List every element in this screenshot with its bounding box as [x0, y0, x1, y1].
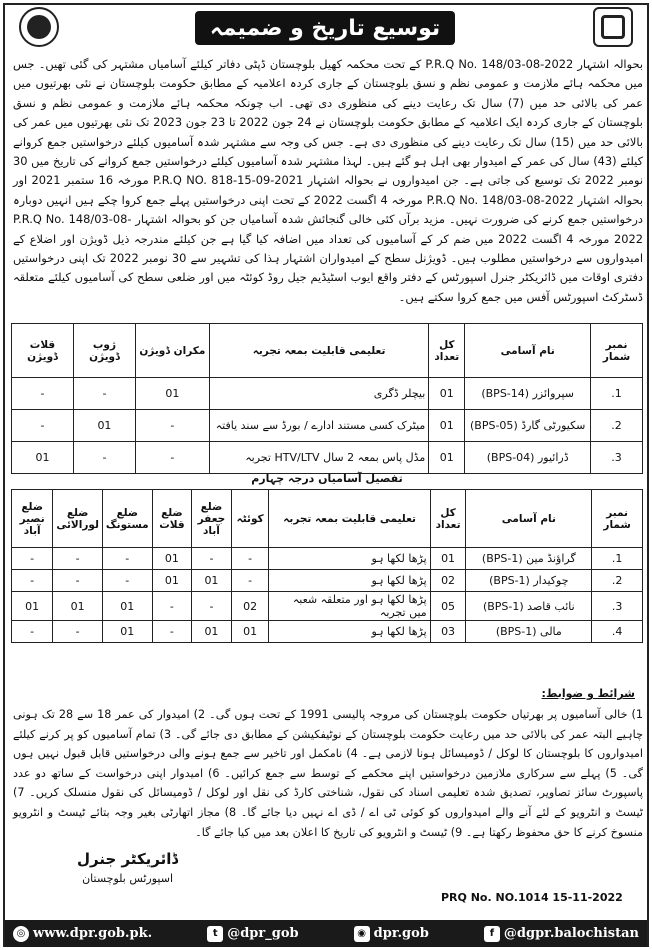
sports-logo-icon	[19, 7, 59, 47]
table-cell: 2.	[592, 570, 643, 592]
table-header: ضلع مستونگ	[102, 490, 152, 548]
globe-icon: ◎	[13, 926, 29, 942]
table-row	[12, 548, 643, 570]
table-header: کل تعداد	[430, 490, 466, 548]
grade-four-subheading: تفصیل آسامیاں درجہ چہارم	[251, 472, 403, 485]
table-cell: -	[152, 592, 191, 621]
table-row	[12, 621, 643, 643]
table-cell: 02	[430, 570, 466, 592]
table-cell: -	[231, 548, 269, 570]
page-title: توسیع تاریخ و ضمیمہ	[195, 11, 455, 45]
table-cell: بیچلر ڈگری	[209, 378, 429, 410]
table-cell: 03	[430, 621, 466, 643]
table-cell: 05	[430, 592, 466, 621]
table-cell: 01	[430, 548, 466, 570]
table-cell: ڈرائیور (BPS-04)	[465, 442, 591, 474]
posts-table-divisional	[11, 323, 643, 474]
table-header: ضلع جعفر آباد	[192, 490, 232, 548]
twitter-link[interactable]	[207, 926, 298, 942]
table-cell: 2.	[591, 410, 643, 442]
table-cell: -	[231, 570, 269, 592]
table-cell: 01	[429, 442, 465, 474]
table-cell: 01	[429, 378, 465, 410]
table-row	[12, 570, 643, 592]
table-cell: پڑھا لکھا ہو	[269, 621, 430, 643]
table-header: کوئٹہ	[231, 490, 269, 548]
table-cell: 01	[102, 621, 152, 643]
table-cell: 01	[53, 592, 103, 621]
table-header: تعلیمی قابلیت بمعہ تجربہ	[209, 324, 429, 378]
table-cell: 01	[102, 592, 152, 621]
table-cell: -	[12, 378, 74, 410]
table-cell: -	[152, 621, 191, 643]
facebook-icon: f	[484, 926, 500, 942]
signatory-designation: اسپورٹس بلوچستان	[82, 872, 174, 885]
table-cell: 01	[12, 442, 74, 474]
table-cell: 1.	[591, 378, 643, 410]
table-header: تعلیمی قابلیت بمعہ تجربہ	[269, 490, 430, 548]
instagram-handle: dpr.gob	[373, 926, 429, 941]
twitter-handle: @dpr_gob	[227, 926, 299, 941]
table-cell: -	[135, 442, 209, 474]
table-cell: -	[73, 378, 135, 410]
table-cell: 1.	[592, 548, 643, 570]
table-cell: پڑھا لکھا ہو	[269, 548, 430, 570]
table-header: نمبر شمار	[592, 490, 643, 548]
table-cell: 01	[135, 378, 209, 410]
instagram-link[interactable]	[354, 926, 429, 942]
table-cell: 02	[231, 592, 269, 621]
balochistan-emblem-icon	[593, 7, 633, 47]
instagram-icon: ◉	[354, 926, 370, 942]
table-header: نمبر شمار	[591, 324, 643, 378]
table-header: ضلع نصیر آباد	[12, 490, 53, 548]
table-cell: -	[102, 548, 152, 570]
table-cell: -	[12, 621, 53, 643]
table-cell: -	[135, 410, 209, 442]
table-cell: -	[192, 548, 232, 570]
table-cell: 01	[231, 621, 269, 643]
table-header: نام آسامی	[465, 324, 591, 378]
footer	[5, 920, 647, 947]
table-header: مکران ڈویژن	[135, 324, 209, 378]
conditions-text: 1) خالی آسامیوں پر بھرتیاں حکومت بلوچستان کی مروجہ پالیسی 1991 کے تحت ہوں گی۔ 2) امیدوار کی عمر 18 سے 28 تک ہونی چاہیے البتہ عمر کی بالائی حد میں رعایت حکومت بلوچستان کے نوٹیفکیشن کے مطابق دی جائے گی۔ 3) تمام آسامیوں کو پر کرنے کیلئے امیدواروں کا بلوچستان کا لوکل / ڈومیسائل ہونا لازمی ہے۔ 4) نامکمل اور تاخیر سے جمع ہونے والی درخواستیں قابل قبول نہیں ہوں گی۔ 5) پہلے سے سرکاری ملازمین درخواستیں اپنے محکمے کے توسط سے جمع کرائیں۔ 6) امیدوار اپنی درخواست کے ساتھ دو عدد پاسپورٹ سائز تصاویر، تصدیق شدہ تعلیمی اسناد کی نقول، شناختی کارڈ کی نقل اور لوکل / ڈومیسائل کی نقول منسلک کریں۔ 7) ٹیسٹ و انٹرویو کے لئے آنے والے امیدواروں کو کوئی ٹی اے / ڈی اے نہیں دیا جائے گا۔ 8) مجاز اتھارٹی بغیر وجہ بتائے ٹیسٹ و انٹرویو منسوخ کرنے کا حق محفوظ رکھتا ہے۔ 9) ٹیسٹ و انٹرویو کی تاریخ کا اعلان بعد میں کیا جائے گا۔	[13, 708, 643, 839]
table-cell: سپروائزر (BPS-14)	[465, 378, 591, 410]
table-header: ضلع قلات	[152, 490, 191, 548]
website-text: www.dpr.gob.pk.	[33, 926, 153, 941]
table-cell: پڑھا لکھا ہو	[269, 570, 430, 592]
table-row	[12, 410, 643, 442]
table-header: قلات ڈویژن	[12, 324, 74, 378]
website-link[interactable]	[13, 926, 152, 942]
facebook-link[interactable]	[484, 926, 639, 942]
table-cell: 3.	[591, 442, 643, 474]
table-cell: 01	[152, 570, 191, 592]
table-cell: -	[53, 621, 103, 643]
table-cell: مالی (BPS-1)	[466, 621, 592, 643]
table-row	[12, 378, 643, 410]
table-cell: -	[12, 570, 53, 592]
table-cell: 01	[152, 548, 191, 570]
table-header-row	[12, 490, 643, 548]
facebook-handle: @dgpr.balochistan	[503, 926, 639, 941]
table-cell: -	[73, 442, 135, 474]
signatory-name: ڈائریکٹر جنرل	[77, 850, 179, 868]
table-cell: -	[53, 548, 103, 570]
table-row	[12, 442, 643, 474]
table-header: نام آسامی	[466, 490, 592, 548]
header	[5, 5, 647, 51]
table-cell: -	[12, 548, 53, 570]
table-header: ژوب ڈویژن	[73, 324, 135, 378]
table-cell: 3.	[592, 592, 643, 621]
table-cell: گراؤنڈ مین (BPS-1)	[466, 548, 592, 570]
table-cell: -	[12, 410, 74, 442]
table-header: ضلع لورالائی	[53, 490, 103, 548]
prq-number: PRQ No. NO.1014 15-11-2022	[441, 891, 623, 904]
intro-paragraph: بحوالہ اشتہار P.R.Q No. 148/03-08-2022 کے تحت محکمہ کھیل بلوچستان ڈپٹی دفاتر کیلئے آسامیاں مشتہر کی گئی تھیں۔ جس میں محکمہ ہائے ملازمت و عمومی نظم و نسق بلوچستان کے جاری کردہ اعلامیہ کے مطابق حکومت بلوچستان نے نئی بھرتیوں میں عمر کی بالائی حد میں (7) سال تک رعایت دینے کی منظوری دی تھی۔ اب چونکہ محکمہ ہائے ملازمت و عمومی نظم و نسق بلوچستان کے جاری کردہ ایک اعلامیہ کے مطابق حکومت بلوچستان نے 24 جون 2022 تا 23 جون 2023 تک نئی بھرتیوں میں عمر کی بالائی حد میں (15) سال تک رعایت دینے کی منظوری دی ہے۔ جس کی وجہ سے مشتہر شدہ آسامیوں کیلئے درخواستیں جمع کروانے کیلئے (43) سال کی عمر کے امیدوار بھی اہل ہو گئے ہیں۔ لہذا مشتہر شدہ آسامیوں کیلئے درخواستیں جمع کروانے کی تاریخ میں 30 نومبر 2022 تک توسیع کی جاتی ہے۔ جن امیدواروں نے بحوالہ اشتہار P.R.Q NO. 818-15-09-2021 مورخہ 16 ستمبر 2021 اور بحوالہ اشتہار P.R.Q No. 148/03-08-2022 مورخہ 4 اگست 2022 کے تحت اپنی درخواستیں پہلے جمع کروا چکے ہیں انہیں دوبارہ درخواستیں جمع کرنے کی ضرورت نہیں۔ مزید برآں کئی خالی گنجائش شدہ آسامیاں جن کو بحوالہ اشتہار P.R.Q No. 148/03-08-2022 مورخہ 4 اگست 2022 میں ضم کر کے آسامیوں کی تعداد میں اضافہ کیا گیا ہے جن کیلئے مندرجہ ذیل ڈویژن اور اضلاع کے امیدواروں سے درخواستیں مطلوب ہیں۔ ڈویژنل سطح کے امیدواران اشتہار ہذا کی تشہیر سے 30 نومبر 2022 تک اپنی درخواستیں دفتری اوقات میں ڈائریکٹر جنرل اسپورٹس کے دفتر واقع ایوب اسٹیڈیم جیل روڈ کوئٹہ میں اور ضلعی سطح کی آسامیوں کیلئے متعلقہ ڈسٹرکٹ اسپورٹس آفس میں جمع کروا سکتے ہیں۔	[13, 57, 644, 304]
signature-block	[77, 850, 178, 885]
table-cell: سکیورٹی گارڈ (BPS-05)	[465, 410, 591, 442]
table-header-row	[12, 324, 643, 378]
table-cell: پڑھا لکھا ہو اور متعلقہ شعبہ میں تجربہ	[269, 592, 430, 621]
advertisement-page	[3, 3, 649, 947]
table-cell: چوکیدار (BPS-1)	[466, 570, 592, 592]
table-cell: 01	[192, 570, 232, 592]
table-cell: -	[102, 570, 152, 592]
twitter-icon: t	[207, 926, 223, 942]
table-cell: -	[192, 592, 232, 621]
conditions-title: شرائط و ضوابط:	[541, 687, 635, 700]
table-header: کل تعداد	[429, 324, 465, 378]
table-cell: 01	[429, 410, 465, 442]
table-cell: نائب قاصد (BPS-1)	[466, 592, 592, 621]
table-cell: میٹرک کسی مستند ادارے / بورڈ سے سند یافتہ	[209, 410, 429, 442]
table-cell: مڈل پاس بمعہ 2 سال HTV/LTV تجربہ	[209, 442, 429, 474]
posts-table-district	[11, 489, 643, 643]
table-cell: 01	[12, 592, 53, 621]
table-row	[12, 592, 643, 621]
table-cell: 01	[192, 621, 232, 643]
table-cell: 4.	[592, 621, 643, 643]
table-cell: -	[53, 570, 103, 592]
table-cell: 01	[73, 410, 135, 442]
